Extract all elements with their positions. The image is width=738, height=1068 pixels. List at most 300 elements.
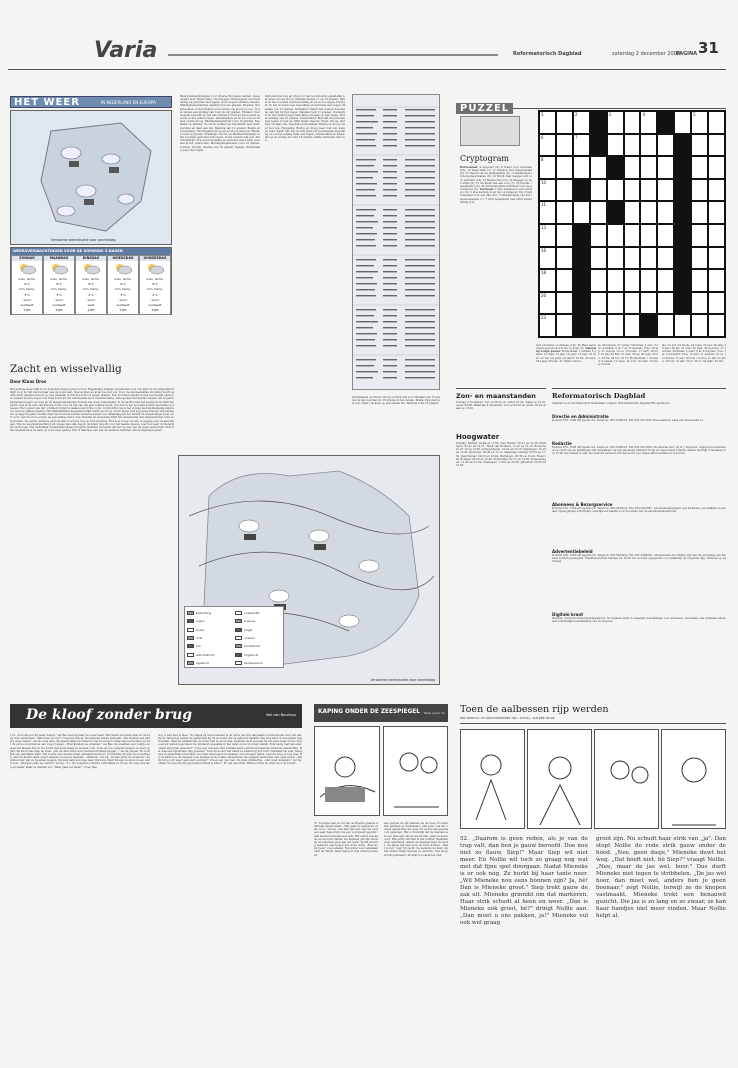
cell-number: 10	[541, 179, 547, 185]
outlook-day-line: 5 Bft	[23, 308, 31, 313]
europe-map-caption: Verwachte weersituatie voor vanmiddag	[370, 678, 435, 682]
crossword-cell[interactable]	[691, 201, 708, 224]
crossword-cell[interactable]	[708, 134, 725, 157]
outlook-day	[11, 255, 43, 315]
crossword-cell[interactable]	[624, 269, 641, 292]
crossword-cell[interactable]	[590, 201, 607, 224]
crossword-cell[interactable]	[539, 247, 556, 270]
kaping-banner	[314, 704, 448, 722]
crossword-cell[interactable]	[708, 179, 725, 202]
aalbessen-sub: EEN VERHAAL UIT GROOTMOEDERS TIJD • DOOR J. VAN DER VELDE	[460, 716, 555, 720]
crossword-cell[interactable]	[708, 314, 725, 337]
crossword-cell[interactable]	[708, 292, 725, 315]
crossword-cell[interactable]	[590, 111, 607, 134]
aalbessen-panel-4	[661, 729, 726, 829]
weather-icon	[140, 261, 170, 277]
outlook-day-line: min. temp.	[18, 287, 36, 292]
crossword-cell[interactable]	[573, 179, 590, 202]
rd-abonnementen-text: Postbus 670, 7300 AR Apeldoorn. Telefoon: 055-5390222. Fax 055-5416687. Abonnementsprijzen: per kwartaal, per halfjaar en per jaar. Opzeggingen schriftelijk, uiterlijk een maand voor het einde van de abonnementsperiode.	[552, 507, 726, 514]
outlook-day-name: WOENSDAG	[108, 256, 138, 261]
legend-item	[187, 626, 235, 633]
comic-kaping	[314, 704, 448, 1056]
outlook-day-line: 4 Bft	[151, 308, 159, 313]
aalbessen-text-col1: 52. „Daarom is geen reden, als je van de trap valt, dan ben je gauw beroofd. Doe nou niet zo flauw, Siep!" Maar Siep wil niet meer. En Nollie wil toch zo graag nog wat met dat fijne spel doorgaan. Nadat Mieneke is er ook nog. Ze hurkt bij haar tante neer. „Wil Mieneke nou eens bonnen zijn? Ja, hè! Dan is Mieneke groot." Siep trekt gauw de zak uit. Mieneke grinnikt om dat markeren. Haar strik schudt al heen en weer. „Dan is Mieneke ook groot, hè?" dringt Nollie aan. „Dan moet u ons pakken, ja!" Mieneke vul ook wel graag	[460, 836, 588, 926]
crossword-cell[interactable]	[657, 111, 674, 134]
crossword-cell[interactable]	[674, 134, 691, 157]
europe-weather-text-col2: Perioden met zon en droog. In het noordoosten geleidelijk wat meer zon en droog. Maxima tussen 11 en 16 graden. Italië: In het noorden veel bewolking en af en toe regen. Portugal: In het noorden veel bewolking en perioden met regen. Maxima van 13 graden. Duitsland: Vanuit het westen bewolkt en van tijd tot tijd regen. Maxima rond 11 graden. Oostenrijk: In het westen meer bewolking en kans op wat regen. In het middag van 10 graden. Zwitserland: Bewolkt en perioden met regen, boven de 1800 meter sneeuw. Polen: Droog, met hier en daar zon. Tsjechië en Slowakije: Rustig en droog weer met zon. Hongarije: Rustig en droog weer met zon, kans op mist. Italië: Van het noordoosten uit toenemende bewolking en vooral zondag flink wat regen. Griekenland en Kreta: Droog en zonnig en rond 18 graden. Malta: Perioden met zon.	[265, 95, 345, 143]
crossword-cell[interactable]	[624, 314, 641, 337]
crossword-cell[interactable]	[624, 156, 641, 179]
crossword-cell[interactable]	[674, 111, 691, 134]
crossword-cell[interactable]	[573, 292, 590, 315]
crossword-cell[interactable]	[556, 156, 573, 179]
outlook-day-line: west	[87, 303, 95, 308]
crossword-cell[interactable]	[640, 269, 657, 292]
crossword-cell[interactable]	[640, 179, 657, 202]
outlook-day	[43, 255, 75, 315]
outlook-day	[107, 255, 139, 315]
tide-text: Zondag: Delfzijl: 04.49 en 17.04. Den Helder: 08.01 en 21.56. Harlingen: 02.41 en 14.51. Hoek van Holland: 11.45 en 12.16. Rotterdam: 01.16 en 13.48. Scheveningen: 10.42 en 23.16. Vlissingen: 10.10 en 22.45. IJmuiden: 00.08 en 12.15. Maandag: Delfzijl: 05.35 en 17.52. Den Helder: 09.10 en 22.49. Harlingen: 03.36 en 15.42. Hoek van Holland: 00.20 en 12.46. Rotterdam: 02.11 en 14.38. Scheveningen: 11.46 en 23.59. Vlissingen: 11.06 en 23.39. IJmuiden: 00.58 en 13.05.	[456, 442, 546, 468]
outlook-day-line: wind	[151, 297, 159, 302]
legend-item	[235, 634, 283, 641]
rd-intro: Dagblad voor reformatorisch Nederland. Uitgave: Reformatorisch Dagblad BV, Apeldoorn.	[552, 402, 671, 405]
cell-number: 6	[541, 134, 544, 140]
outlook-day-line: min. temp.	[146, 287, 164, 292]
crossword-cell[interactable]	[539, 269, 556, 292]
weather-banner-title: HET WEER	[14, 97, 80, 108]
legend-item	[187, 651, 235, 658]
outlook-day-line: min. temp.	[114, 287, 132, 292]
sun-moon-title: Zon- en maanstanden	[456, 392, 536, 400]
crossword-cell[interactable]	[640, 201, 657, 224]
crossword-cell[interactable]	[640, 247, 657, 270]
crossword-cell[interactable]	[624, 247, 641, 270]
nl-map-caption: Verwachte weersituatie voor vanmiddag	[51, 238, 116, 242]
crossword-cells	[538, 110, 726, 338]
horizontaal-label: Horizontaal:	[460, 166, 479, 169]
outlook-day-line: 3°C	[56, 292, 62, 297]
legend-item	[235, 617, 283, 624]
outlook-day-line: 3°C	[120, 292, 126, 297]
crossword-cell[interactable]	[657, 201, 674, 224]
crossword-cell[interactable]	[674, 179, 691, 202]
crossword-cell[interactable]	[691, 156, 708, 179]
crossword-cell[interactable]	[573, 224, 590, 247]
title-rule	[168, 54, 498, 56]
weather-article-text: Het grillige weer blijft in de komende dagen gewoon door. Regelmatig trekken regenbuien over ons land en de temperatuur blijft voor de tijd van het jaar aan de hoge kant. Veel wolken en af en toe wat zon. Door de zuidwestelijke stroming wordt zachte lucht aangevoerd en op veel plaatsen wordt het acht tot negen graden. Een storingscomplex boven zee brengt vanaf het westen nieuwe regen. De wind komt uit het zuidwesten en is meestal matig. Aan zee kan het harder waaien. De hogedrukgebieden liggen ver weg en de lagedrukgebieden houden het weer wisselvallig. In de nacht koelt het weinig af en blijft het zacht. Ook in de rest van Europa is het voor de tijd van het jaar relatief zacht, al is het in het noorden kouder met kans op sneeuw. Het oosten van het continent krijgt te maken met lichte vorst. In Zuid-Europa is het zonnig met middagtemperaturen boven de vijftien graden. Het Middellandse Zeegebied blijft warm en droog. In de Alpen valt nog geen sneeuw van betekenis op lage hoogten. Verder naar het noorden komen winterse buien voor. Maandag zet het zachte en wisselvallige weer zich voort, met af en toe regen en een matige wind. Ook dinsdag en woensdag blijft het wisselvallig met temperaturen rond acht graden. De eerste winterse periode laat voorlopig nog op zich wachten. Het is te vroeg om iets te zeggen over de kerstdagen. Wie de weersverwachting wil volgen kan elke dag in de krant terecht voor het laatste nieuws over het weer in Nederland en Europa. Het Koninklijk Nederlands Meteorologisch Instituut verwacht dat het de rest van de week zacht blijft. Ook in het weekeinde is de kans op vorst zeer gering. Het is daarmee een van de zachtste herfsten van de afgelopen jaren.	[10, 388, 174, 433]
outlook-day-line: max. temp.	[114, 277, 132, 281]
crossword-cell[interactable]	[573, 134, 590, 157]
temp-table-lines	[353, 95, 440, 390]
edition-date: zaterdag 2 december 2000	[612, 51, 681, 57]
crossword-cell[interactable]	[640, 134, 657, 157]
outlook-day-line: max. temp.	[50, 277, 68, 281]
crossword-cell[interactable]	[539, 224, 556, 247]
legend-label: warmtefront	[196, 652, 215, 657]
kaping-panel-2-art	[384, 727, 448, 816]
rd-digitale: Digitale krant	[552, 612, 584, 617]
aalbessen-panel-3	[594, 729, 659, 829]
crossword-cell[interactable]	[539, 111, 556, 134]
legend-items	[187, 609, 283, 667]
legend-label: bewolking	[196, 610, 212, 615]
outlook-day-line: zuidwest	[116, 303, 130, 308]
rd-redactie: Redactie	[552, 441, 572, 446]
outlook-day-line: min. temp.	[50, 287, 68, 292]
aalbessen-banner	[460, 704, 726, 724]
legend-symbol-icon	[235, 628, 242, 632]
crossword-cell[interactable]	[657, 269, 674, 292]
rd-advertenties: Advertentiebeleid	[552, 549, 593, 554]
crossword-cell[interactable]	[708, 269, 725, 292]
crossword-cell[interactable]	[657, 292, 674, 315]
crossword-cell[interactable]	[691, 247, 708, 270]
aalbessen-panel-4-art	[662, 730, 726, 829]
crossword-cell[interactable]	[691, 134, 708, 157]
rd-advertenties-text: Postbus 670, 7300 AR Apeldoorn. Telefoon: 055-5390222. Fax 055-5404665. Advertenties die strijdig zijn met de grondslag van het blad worden geweigerd. Familieberichten kunnen tot 16.00 uur worden opgegeven voor plaatsing de volgende dag. Tarieven op aanvraag.	[552, 554, 726, 564]
crossword-cell[interactable]	[708, 156, 725, 179]
crossword-cell[interactable]	[556, 134, 573, 157]
kaping-text-col1: 37. Eventjes aan boord van de Heerde gaande Admiraal heerst haast. „Het gaat nu gebeuren, mijn zoon," zei hij. „Als lukt het wel, zijn we over een paar dagen tijd ons een voorspoed gegund." Alle mannen stonden aan dek. Het water was kalm en de lucht helder. De kapitein gaf zijn bevelen en iedereen ging aan het werk. Zodra de brug beheerst was begon het grote werk. „Hier komt Juan," riep iemand. Het schip voer langzaam naar de haven. Daar lagen al veel andere schepen.	[314, 822, 378, 857]
legend-symbol-icon	[235, 636, 242, 640]
outlook-day-line: zuidwest	[20, 303, 34, 308]
comic-kloof	[10, 704, 302, 1056]
rd-abonnementen: Abonnees & Bezorgservice	[552, 502, 613, 507]
crossword-cell[interactable]	[573, 247, 590, 270]
crossword-cell[interactable]	[708, 224, 725, 247]
crossword-cell[interactable]	[607, 224, 624, 247]
crossword-cell[interactable]	[556, 201, 573, 224]
outlook-day-name: MAANDAG	[44, 256, 74, 261]
solution-col1: met omdolme voorkeken (10); 22 Baar aanwezend een alcohol in feu te doen (3). Oplossing vorige puzzel: Horizontaal: 1 schaat; 6 gazen; 12 dien; 14 pas; 16 eger; 18 ben; 20 gret; 22 Ne; 24 gent; 24 taurd; 25 ID; 26 ders; 28 Lena; 30 mar; 31 Detta; 34 bre.	[536, 344, 596, 363]
crossword-cell[interactable]	[573, 201, 590, 224]
kaping-panels	[314, 726, 448, 816]
outlook-day	[75, 255, 107, 315]
crossword-cell[interactable]	[640, 314, 657, 337]
puzzle-illustration	[460, 116, 520, 146]
legend-label: sneeuw	[244, 619, 256, 624]
legend-label: onbewolkt	[244, 610, 260, 615]
cell-number: 16	[541, 247, 547, 253]
legend-item	[235, 660, 283, 667]
cell-number: 18	[541, 270, 547, 276]
weather-icon	[12, 261, 42, 277]
crossword-cell[interactable]	[674, 224, 691, 247]
outlook-day-line: 3°C	[24, 292, 30, 297]
crossword-cell[interactable]	[539, 156, 556, 179]
crossword-cell[interactable]	[607, 201, 624, 224]
weather-banner	[10, 96, 172, 108]
crossword-cell[interactable]	[607, 314, 624, 337]
outlook-strip	[10, 247, 172, 315]
cryptogram-clues: Horizontaal: 4 Gegroet! (6); 6 Sober voor toeristen (10); 10 Veegt flink (7); 11 Stukken met draagvanden (6); 12 Netzot van de plekteplaats (6); 13 Afhandelen in het geheel maken (8); 16 Wordt daar leeggeroofd voor gebruikt (14); 16 Beenvoren (12); 20 Stagger op het water (6); 21 De klerk van een roos (7); 23 Eerder ondeelbaar (10); 24 Veronderstelde middelen voor de grondbouw (6). Verticaal: 1 Niet bemand in een tuinwel (10); 2 Doe kachels doen het op rampen (10); 3 Instrumenten voor een dak (10); 5 Onderkoming van het tegenonsleiden (7); 7 Zich begeleiden met extra bemiddeling (10).	[460, 166, 532, 204]
crossword-cell[interactable]	[708, 247, 725, 270]
crossword-cell[interactable]	[624, 292, 641, 315]
legend-symbol-icon	[235, 653, 242, 657]
cell-number: 1	[541, 112, 544, 117]
legend-symbol-icon	[235, 644, 242, 648]
rd-digitale-text: Website: www.reformatorischdagblad.nl. De digitale krant is dagelijks beschikbaar voor abonnees. Overname van artikelen alleen met schriftelijke toestemming van de uitgever.	[552, 617, 726, 624]
crossword-cell[interactable]	[674, 314, 691, 337]
legend-symbol-icon	[187, 611, 194, 615]
outlook-day-line: 4 Bft	[87, 308, 95, 313]
crossword-cell[interactable]	[590, 156, 607, 179]
outlook-day-line: 8°C	[56, 282, 62, 287]
legend-symbol-icon	[187, 636, 194, 640]
comic-aalbessen	[460, 704, 726, 1056]
crossword-cell[interactable]	[539, 314, 556, 337]
kloof-banner	[10, 704, 302, 728]
crossword-cell[interactable]	[657, 247, 674, 270]
puzzle-header	[456, 96, 726, 114]
outlook-day-line: max. temp.	[82, 277, 100, 281]
legend-label: temperatuur	[244, 661, 263, 666]
cell-number: 11	[541, 202, 547, 208]
crossword-cell[interactable]	[539, 134, 556, 157]
kloof-text-col2: nog 'n end met je mee." Zo zagen zij twee mannen in de verte die zich langzaam voortbewogen door het dal. Op de terugweg waren de gedachten bij de woorden die zij gehoord hadden. Het was alsof er een nieuw begin kwam. Daar de afstand van de rivier niet te groot was, kwamen zij al spoedig bij het punt waar zij de vorige avond waren begonnen. De kinderen speelden in het zand en de vrouwen waren druk bezig met het eten. „Waar zijn jullie geweest?" vroeg een van hen. Het verhaal werd verteld en iedereen luisterde aandachtig. Het was een bijzondere dag geweest. Toen de avond viel zaten ze samen bij het vuur. Niemand zei veel. Ieder was in gedachten verzonken. De oude man begon te spreken over vroeger tijden, toen de brug er nog was. Hij vertelde hoe de mensen toen leefden en hoe alles veranderde. De jongens luisterden met open mond. „Zal de brug ooit weer gebouwd worden?" vroeg een van hen. De man glimlachte. „Dat weet niemand," zei hij. „Maar de weg die wij gevonden hebben is beter." Er viel een stilte. Buiten ruiste de wind door de bomen.	[158, 734, 302, 766]
outlook-day	[139, 255, 171, 315]
crossword-cell[interactable]	[573, 269, 590, 292]
crossword-cell[interactable]	[556, 179, 573, 202]
legend-item	[187, 617, 235, 624]
cell-number: 7	[574, 134, 578, 140]
solution-title: Oplossing vorige puzzel:	[536, 347, 596, 354]
cell-number: 13	[541, 225, 547, 230]
solution-col3: ale; 22 ser; 23 mede; 24 roles; 25 ras; 26 sms; 28 leer; 30 alt; 31 dier; 34 tred; 36 rectrice; 37 roulites. Verticaal: 2 oder; 3 ai; 4 trapten; 5 ne; 7 el; 8 lorebard; 9 lie; 10 erts; 11 lenend; 13 oe; 15 fermes; 17 eer; 18 doll; 19 erre; 21 leb; 22 Jube; 29 kon; 31 adr; 32 ix; 33 ro; 34 talib; 35 bid.	[662, 344, 726, 363]
aalbessen-panels	[460, 729, 726, 829]
crossword-cell[interactable]	[674, 156, 691, 179]
crossword-cell[interactable]	[556, 247, 573, 270]
aalbessen-panel-1	[460, 729, 525, 829]
page-header	[8, 36, 726, 70]
outlook-day-line: 5 Bft	[119, 308, 127, 313]
kaping-panel-2	[383, 726, 449, 816]
legend-label: hogedruk	[244, 652, 259, 657]
crossword-cell[interactable]	[607, 156, 624, 179]
cell-number: 3	[608, 112, 612, 117]
cell-number: 4	[642, 112, 645, 117]
crossword-cell[interactable]	[590, 292, 607, 315]
crossword-cell[interactable]	[691, 269, 708, 292]
crossword-cell[interactable]	[624, 224, 641, 247]
legend-symbol-icon	[187, 661, 194, 665]
aalbessen-panel-1-art	[461, 730, 525, 829]
outlook-day-line: 4 Bft	[55, 308, 63, 313]
rd-title: Reformatorisch Dagblad	[552, 392, 646, 400]
cryptogram-title: Cryptogram	[460, 154, 509, 163]
crossword-grid	[538, 110, 726, 338]
outlook-day-name: ZONDAG	[12, 256, 42, 261]
outlook-day-line: zuidwest	[52, 303, 66, 308]
kaping-panel-1-art	[315, 727, 379, 816]
legend-item	[187, 609, 235, 616]
crossword-cell[interactable]	[674, 292, 691, 315]
crossword-cell[interactable]	[640, 111, 657, 134]
page-label: PAGINA	[676, 51, 698, 57]
legend-label: lagedruk	[196, 661, 210, 666]
rd-directie-text: Postbus 670, 7300 AR Apeldoorn. Telefoon: 055-5390222. Fax 055-5412288. Bezoekadres: Laan van Westenenk 12.	[552, 419, 704, 422]
crossword-cell[interactable]	[607, 111, 624, 134]
kloof-title: De kloof zonder brug	[26, 707, 193, 723]
outlook-day-line: 9°C	[120, 282, 126, 287]
legend-label: zon	[196, 644, 202, 649]
rd-colophon	[552, 388, 726, 686]
crossword-cell[interactable]	[590, 269, 607, 292]
crossword-cell[interactable]	[624, 111, 641, 134]
legend-label: mist	[196, 635, 203, 640]
crossword-cell[interactable]	[590, 134, 607, 157]
kaping-title: KAPING ONDER DE ZEESPIEGEL	[318, 709, 420, 715]
crossword-cell[interactable]	[556, 111, 573, 134]
page-number: 31	[698, 39, 719, 57]
europe-weather-text-col1: Weersomstandigheden voor diverse Europese landen, meegedeeld door Weeronline. Noorwegen: Overwegend veel bewolking en perioden met regen, in de hogere streken sneeuw. Middagtemperaturen daarbij rond zes graden. Zweden: Wolkenvelden, in het midden en noorden ook af en toe zon. In het zuiden een middag van rond de vijf graden. Finland: Overwegend bewolkt en van het midden tot het noorden eerst sneeuw, in het zuiden regen. Denemarken: Af en toe zon en vrijwel overal droog. Middagtemperatuur rond 10 graden. Engeland en Ierland: Vooral in Ierland en Schotland veel wind, wel hier en daar een bui. Maxima van 12 graden. België en Luxemburg: Overwegend droog en af en toe wat zon. Maxima rond 12 graden. Frankrijk: Noord- en Midden-Frankrijk: in het noorden perioden met regen, in het westen wat zon. Zuid-Frankrijk: Vrij veel bewolking en perioden met regen, meestal in het zuidoosten. Middagtemperatuur rond 14 graden. Corsica: Zonnig, middag van 16 graden. Spanje: Wisselvallig weer met regen.	[180, 95, 260, 152]
outlook-day-line: max. temp.	[146, 277, 164, 281]
aalbessen-panel-2	[527, 729, 592, 829]
legend-item	[187, 643, 235, 650]
verticaal-label: Verticaal:	[479, 188, 494, 192]
crossword-cell[interactable]	[657, 224, 674, 247]
legend-symbol-icon	[187, 653, 194, 657]
weather-icon	[108, 261, 138, 277]
legend-label: onweer	[244, 635, 256, 640]
crossword-cell[interactable]	[573, 156, 590, 179]
cell-number: 20	[541, 292, 547, 298]
crossword-cell[interactable]	[590, 224, 607, 247]
crossword-cell[interactable]	[624, 201, 641, 224]
crossword-cell[interactable]	[607, 247, 624, 270]
crossword-cell[interactable]	[539, 292, 556, 315]
outlook-day-line: 8°C	[88, 282, 94, 287]
outlook-day-line: wind	[87, 297, 95, 302]
outlook-day-line: wind	[119, 297, 127, 302]
greece-malta-text: Griekenland en Kreta: Droog en flink wat zon. Maxima van 15 graden in het noorden tot 18 graden in het zuiden. Malta: Perioden met zon, maar ook kans op een enkele bui. Maxima rond 18 graden.	[352, 396, 440, 406]
aalbessen-title: Toen de aalbessen rijp werden	[460, 704, 609, 715]
legend-symbol-icon	[187, 628, 194, 632]
legend-symbol-icon	[187, 619, 194, 623]
aalbessen-panel-2-art	[528, 730, 592, 829]
temperature-table	[352, 94, 440, 390]
outlook-day-line: wind	[55, 297, 63, 302]
crossword-cell[interactable]	[573, 314, 590, 337]
cell-number: 23	[541, 315, 547, 321]
cell-number: 8	[541, 157, 544, 163]
crossword-cell[interactable]	[607, 134, 624, 157]
crossword-cell[interactable]	[590, 179, 607, 202]
crossword-cell[interactable]	[539, 201, 556, 224]
legend-item	[235, 651, 283, 658]
crossword-cell[interactable]	[607, 179, 624, 202]
outlook-day-line: 8°C	[152, 282, 158, 287]
crossword-cell[interactable]	[691, 179, 708, 202]
crossword-cell[interactable]	[657, 314, 674, 337]
legend-label: regen	[196, 619, 205, 624]
tide-title: Hoogwater	[456, 433, 500, 441]
nl-map-svg	[11, 111, 172, 245]
kaping-text-col2: een gerpen de vijf mannen en de twee vrouwen hun gezeten en beukelaars. Alle acht, ook Ali, volgen aandachtig het spel. Er wordt veel gepraat en gelachen. Het is duidelijk dat de mannen iets van plan zijn. Als de avond valt, gaan ze aan boord. Het schip vertrekt in het donker. Niemand weet waarheen. Alleen de kapitein kent de koers. Na lange tijd zien ze in de verte lichten. „Daar is het," zegt hij zacht. Ze naderen de kust. Op het strand staan mensen te wachten. Een sloep wordt gestreken. Ali kijkt toe vanaf het dek.	[384, 822, 448, 857]
crossword-cell[interactable]	[539, 179, 556, 202]
europe-weather-map	[178, 455, 440, 685]
crossword-cell[interactable]	[674, 269, 691, 292]
cell-number: 2	[574, 112, 578, 117]
crossword-cell[interactable]	[573, 111, 590, 134]
aalbessen-text-col2: groot zijn. Nu schudt haar strik van „ja". Dan stopt Nollie de rode strik gauw onder de hoed. „Nee, geen dasje," Mieneke duwt het weg. „Dat hoeft niet, hè Siep?" vraagt Nollie. „Nee, maar de jas wel, hoor." Dus durft Mieneke niet tegen te stribbelen. „De jas wel hoor, dan moet wel, anders ben je geen boenaar," zegt Nollie, terwijl ze de knopen vastmaakt. Mieneke trekt een benauwd gezicht. Die jas is zo lang en zo zwaar, ze kan haar handjes niet meer vinden. Maar Nollie helpt al.	[596, 836, 726, 919]
crossword-cell[interactable]	[607, 292, 624, 315]
crossword-cell[interactable]	[590, 314, 607, 337]
netherlands-weather-map	[10, 110, 172, 245]
crossword-cell[interactable]	[657, 179, 674, 202]
solution-col2: ts; 36 bareen; 37 vertes. Verticaal: 2 Ado; 3 vol; 4 stellen; 5 rs; 7 er; 8 spanten; 9 Se; 10 alp; 11 wonde; 13 zo; 15 beter; 17 Gert; 18 loft; 19 tas; 23 RAI; 27 Ade; 29 ee; 30 rete; 32 no; 33 Ne; 34 bri; 35 TT. Horizontaal: 1 woensd; 6 bellen; 12 deze; 14 lont; 16 rent; 18 drug; 20 kilt.	[598, 344, 658, 366]
crossword-cell[interactable]	[691, 111, 708, 134]
crossword-cell[interactable]	[556, 224, 573, 247]
sun-moon-section	[456, 388, 546, 598]
section-title: Varia	[94, 38, 158, 63]
crossword-cell[interactable]	[624, 179, 641, 202]
legend-label: koudefront	[244, 644, 261, 649]
crossword-cell[interactable]	[607, 269, 624, 292]
legend-symbol-icon	[235, 661, 242, 665]
crossword-cell[interactable]	[624, 134, 641, 157]
crossword-cell[interactable]	[556, 269, 573, 292]
kloof-author: Nel van Nouhuys	[266, 713, 296, 717]
kaping-panel-1	[314, 726, 380, 816]
crossword-cell[interactable]	[674, 247, 691, 270]
puzzle-title: PUZZEL	[456, 103, 513, 114]
legend-item	[187, 660, 235, 667]
outlook-day-line: min. temp.	[82, 287, 100, 292]
crossword-cell[interactable]	[590, 247, 607, 270]
rd-directie: Directie en Administratie	[552, 414, 609, 419]
crossword-cell[interactable]	[640, 292, 657, 315]
legend-item	[235, 609, 283, 616]
newspaper-name: Reformatorisch Dagblad	[513, 51, 582, 57]
crossword-cell[interactable]	[556, 292, 573, 315]
outlook-day-line: 9°C	[24, 282, 30, 287]
crossword-cell[interactable]	[640, 156, 657, 179]
crossword-cell[interactable]	[556, 314, 573, 337]
crossword-cell[interactable]	[657, 134, 674, 157]
weather-icon	[44, 261, 74, 277]
legend-symbol-icon	[187, 644, 194, 648]
crossword-cell[interactable]	[674, 201, 691, 224]
outlook-day-name: DINSDAG	[76, 256, 106, 261]
legend-item	[235, 626, 283, 633]
crossword-cell[interactable]	[640, 224, 657, 247]
kaping-author: Tekst: Jacob Vis	[423, 711, 445, 715]
crossword-cell[interactable]	[708, 201, 725, 224]
crossword-cell[interactable]	[691, 292, 708, 315]
outlook-day-line: 2°C	[88, 292, 94, 297]
outlook-day-line: 2°C	[152, 292, 158, 297]
outlook-day-line: zuidwest	[148, 303, 162, 308]
crossword-cell[interactable]	[691, 224, 708, 247]
legend-item	[235, 643, 283, 650]
legend-label: hagel	[244, 627, 253, 632]
outlook-title: WEERSVERWACHTINGEN VOOR DE KOMENDE 5 DAGEN	[11, 248, 171, 255]
rd-redactie-text: Postbus 670, 7300 AR Apeldoorn. Telefoon: 055-5390222. Fax 055-5412288. Hoofdredacteur: dr. P. J. Vergunst. Adjunct-hoofdredactie en chefs van de afdelingen zijn bereikbaar via het algemene nummer. Kopij en ingezonden brieven dienen uiterlijk 's middags voor 13.00 uur binnen te zijn. De redactie behoudt zich het recht voor ingezonden stukken in te korten.	[552, 446, 726, 456]
crossword-cell[interactable]	[657, 156, 674, 179]
sun-moon-text: Zondag 3 december: zon op 08.35 en onder 16.29; maan op 13.22, onder 00.08. Maandag 4 december: zon op 08.36 en onder 16.28; maan op 13.45.	[456, 401, 546, 411]
crossword-cell[interactable]	[708, 111, 725, 134]
legend-symbol-icon	[235, 611, 242, 615]
legend-symbol-icon	[235, 619, 242, 623]
weather-byline: Door Klaas Dros	[10, 379, 47, 384]
weather-headline: Zacht en wisselvallig	[10, 363, 122, 375]
crossword-cell[interactable]	[691, 314, 708, 337]
outlook-day-name: DONDERDAG	[140, 256, 170, 261]
outlook-day-line: wind	[23, 297, 31, 302]
weather-icon	[76, 261, 106, 277]
kloof-text-col1: 110. „Nou die zou hij beter weten," zei Bas toen hij naar de oever keek. Het water stroomde snel en de brug was verdwenen. „Wat doen we nu?" vroeg hij zich af. De anderen keken hem aan. „We moeten een andere weg vinden," zei de oude man. Zij liepen langs de rivier tot het bos begon. Daar was het donker en stil. Af en toe hoorden ze een vogel roepen. „Hier kunnen we schuilen," zei Bas. Ze maakten een vuurtje en aten het laatste brood. De nacht was koud maar ze sliepen toch. Toen de zon opkwam gingen ze weer op pad. De kloof was diep en smal. „Als we hier een boom overheen kunnen leggen..." zei de jongen. Ze zochten een geschikte stam. Het kostte veel moeite maar eindelijk lag hij er. Voorzichtig kropen ze eroverheen. Aan de andere kant stond iemand op hen te wachten. „Welkom," zei hij. „Ik heb jullie al verwacht." Ze wisten niet wat ze moesten zeggen. De man nam hen mee naar zijn huis. Daar kregen ze eten en een warm bed. „Morgen gaan we verder," zei hij. 111. De volgende ochtend vertrokken ze vroeg. De weg was lang en zwaar, maar ze hielden vol. „Waar gaan we heen?" vroeg Bas.	[10, 734, 150, 769]
